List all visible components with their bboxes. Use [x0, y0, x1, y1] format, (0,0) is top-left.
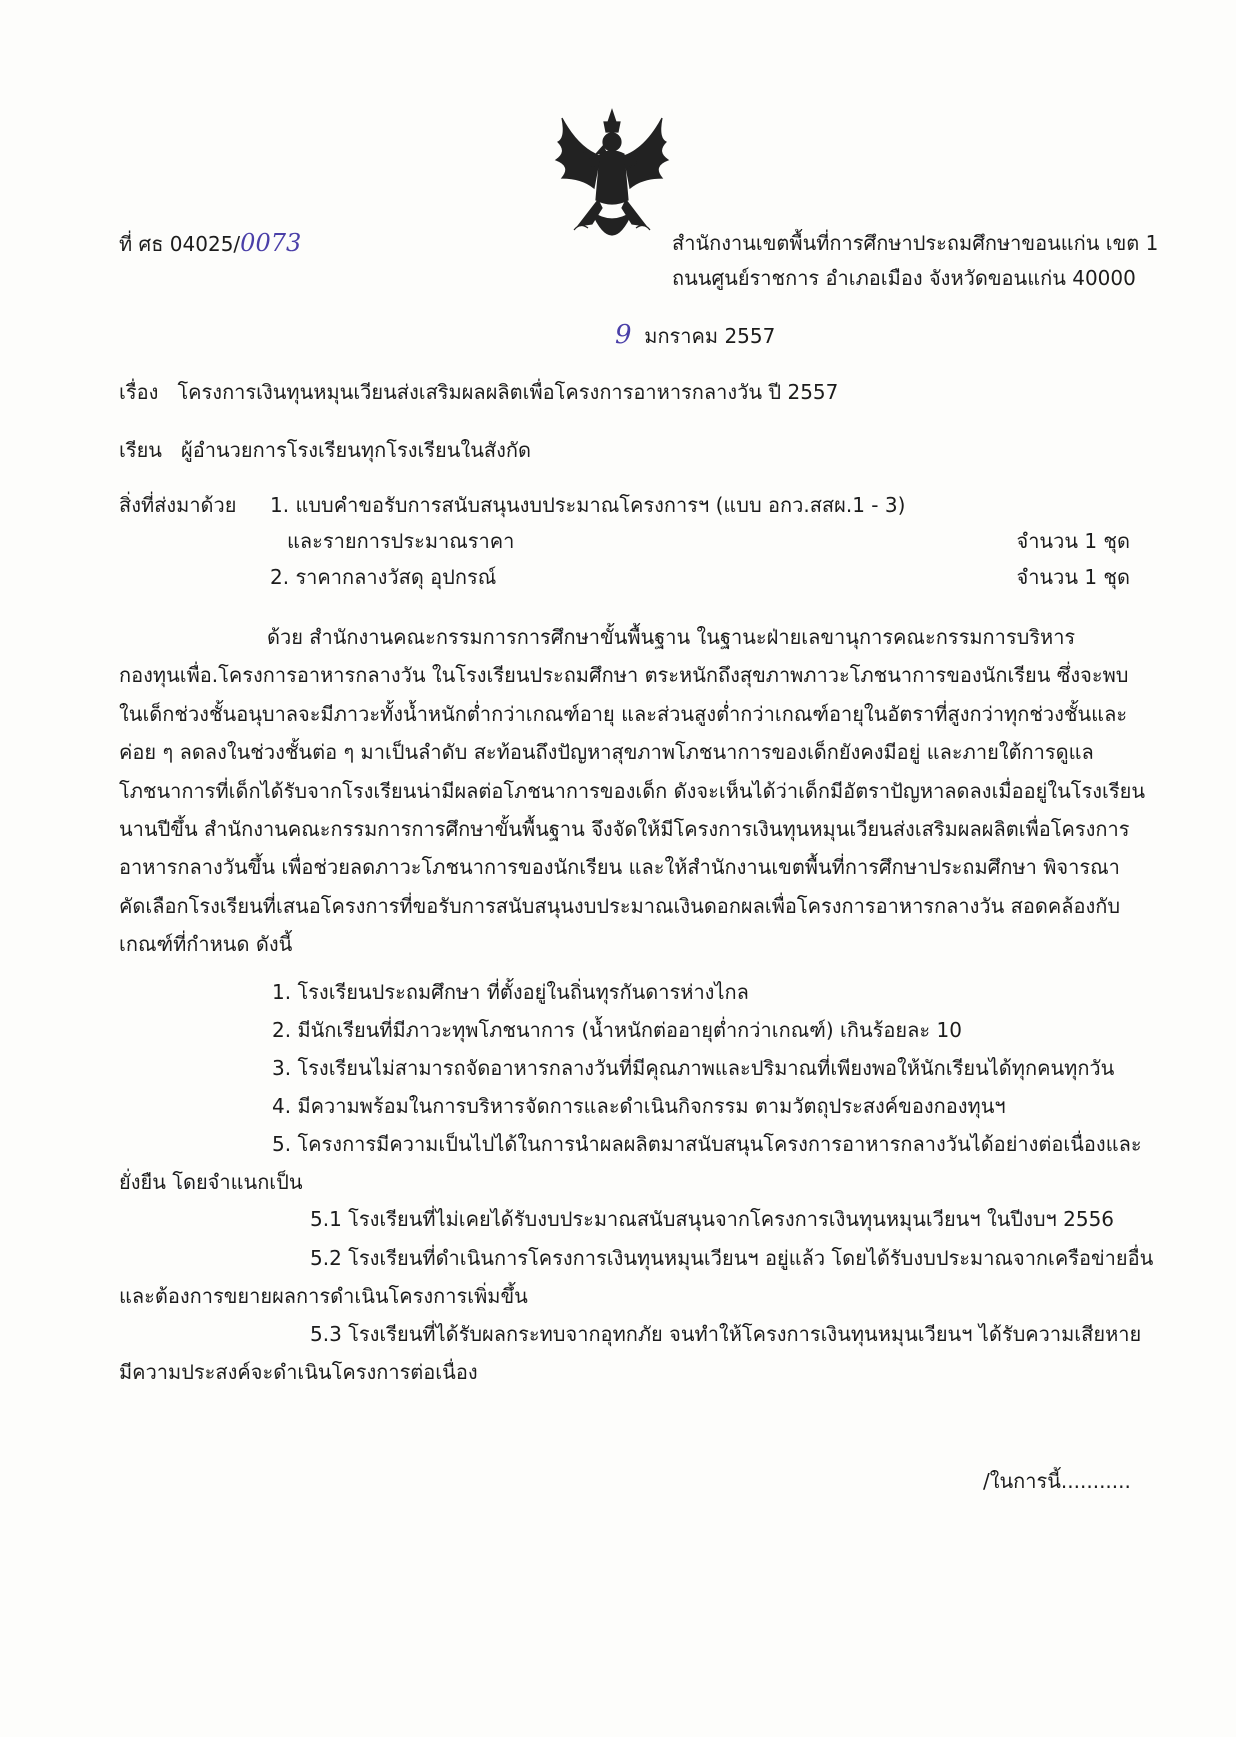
date-day-handwritten: 9	[615, 320, 632, 350]
sub-criteria-5-3: 5.3 โรงเรียนที่ได้รับผลกระทบจากอุทกภัย จนทำให้โครงการเงินทุนหมุนเวียนฯ ได้รับความเสียหาย	[310, 1322, 1142, 1346]
paragraph-line: คัดเลือกโรงเรียนที่เสนอโครงการที่ขอรับการสนับสนุนงบประมาณเงินดอกผลเพื่อโครงการอาหารกลางวัน สอดคล้องกับ	[119, 893, 1121, 918]
office-name: สำนักงานเขตพื้นที่การศึกษาประถมศึกษาขอนแก่น เขต 1	[672, 231, 1159, 255]
enclosure-item-1-line2: และรายการประมาณราคา	[287, 529, 515, 553]
paragraph-line: กองทุนเพื่อ.โครงการอาหารกลางวัน ในโรงเรียนประถมศึกษา ตระหนักถึงสุขภาพภาวะโภชนาการของนักเรียน ซึ่งจะพบ	[119, 663, 1129, 688]
sub-criteria-5-2: 5.2 โรงเรียนที่ดำเนินการโครงการเงินทุนหมุนเวียนฯ อยู่แล้ว โดยได้รับงบประมาณจากเครือข่ายอื่น	[310, 1246, 1154, 1270]
paragraph-line: นานปีขึ้น สำนักงานคณะกรรมการการศึกษาขั้นพื้นฐาน จึงจัดให้มีโครงการเงินทุนหมุนเวียนส่งเสริมผลผลิตเพื่อโครงการ	[119, 817, 1130, 842]
paragraph-line: ค่อย ๆ ลดลงในช่วงชั้นต่อ ๆ มาเป็นลำดับ สะท้อนถึงปัญหาสุขภาพโภชนาการของเด็กยังคงมีอยู่ และภายใต้การดูแล	[119, 740, 1094, 765]
enclosures-label: สิ่งที่ส่งมาด้วย	[119, 493, 237, 517]
paragraph-line: ด้วย สำนักงานคณะกรรมการการศึกษาขั้นพื้นฐาน ในฐานะฝ่ายเลขานุการคณะกรรมการบริหาร	[267, 625, 1076, 649]
criteria-item-4: 4. มีความพร้อมในการบริหารจัดการและดำเนินกิจกรรม ตามวัตถุประสงค์ของกองทุนฯ	[272, 1094, 1006, 1118]
enclosure-item-1-qty: จำนวน 1 ชุด	[1016, 529, 1130, 553]
recipient-text: ผู้อำนวยการโรงเรียนทุกโรงเรียนในสังกัด	[181, 438, 531, 462]
sub-criteria-5-1: 5.1 โรงเรียนที่ไม่เคยได้รับงบประมาณสนับสนุนจากโครงการเงินทุนหมุนเวียนฯ ในปีงบฯ 2556	[310, 1207, 1115, 1231]
ref-number	[119, 229, 301, 258]
paragraph-line: เกณฑ์ที่กำหนด ดังนี้	[119, 932, 293, 957]
criteria-item-5-cont: ยั่งยืน โดยจำแนกเป็น	[119, 1170, 303, 1194]
office-address: ถนนศูนย์ราชการ อำเภอเมือง จังหวัดขอนแก่น 40000	[672, 266, 1136, 290]
ref-number-handwritten: 0073	[240, 229, 302, 257]
ref-prefix: ที่ ศธ 04025/	[119, 232, 241, 256]
recipient-row	[119, 436, 531, 464]
subject-row	[119, 378, 838, 406]
sub-criteria-5-2-cont: และต้องการขยายผลการดำเนินโครงการเพิ่มขึ้น	[119, 1284, 528, 1308]
subject-text: โครงการเงินทุนหมุนเวียนส่งเสริมผลผลิตเพื่อโครงการอาหารกลางวัน ปี 2557	[177, 380, 839, 404]
paragraph-line: โภชนาการที่เด็กได้รับจากโรงเรียนน่ามีผลต่อโภชนาการของเด็ก ดังจะเห็นได้ว่าเด็กมีอัตราปัญหาลดลงเมื่ออยู่ในโรงเรียน	[119, 778, 1145, 803]
body-paragraph	[119, 618, 1145, 964]
criteria-item-5: 5. โครงการมีความเป็นไปได้ในการนำผลผลิตมาสนับสนุนโครงการอาหารกลางวันได้อย่างต่อเนื่องและ	[272, 1132, 1142, 1156]
continuation-text: /ในการนี้...........	[983, 1469, 1131, 1493]
garuda-emblem-icon	[548, 108, 676, 258]
sub-criteria-5-3-cont: มีความประสงค์จะดำเนินโครงการต่อเนื่อง	[119, 1360, 478, 1384]
enclosure-item-2-qty: จำนวน 1 ชุด	[1016, 565, 1130, 589]
paragraph-line: อาหารกลางวันขึ้น เพื่อช่วยลดภาวะโภชนาการของนักเรียน และให้สำนักงานเขตพื้นที่การศึกษาประถมศึกษา พิจารณา	[119, 855, 1120, 880]
enclosure-item-2-line1: 2. ราคากลางวัสดุ อุปกรณ์	[270, 565, 497, 589]
enclosure-item-1-line1: 1. แบบคำขอรับการสนับสนุนงบประมาณโครงการฯ (แบบ อกว.สสผ.1 - 3)	[270, 493, 906, 517]
criteria-item-2: 2. มีนักเรียนที่มีภาวะทุพโภชนาการ (น้ำหนักต่ออายุต่ำกว่าเกณฑ์) เกินร้อยละ 10	[272, 1018, 962, 1042]
recipient-label: เรียน	[119, 438, 162, 462]
subject-label: เรื่อง	[119, 380, 159, 404]
letter-date	[615, 321, 775, 350]
criteria-item-3: 3. โรงเรียนไม่สามารถจัดอาหารกลางวันที่มีคุณภาพและปริมาณที่เพียงพอให้นักเรียนได้ทุกคนทุกวัน	[272, 1056, 1115, 1080]
criteria-item-1: 1. โรงเรียนประถมศึกษา ที่ตั้งอยู่ในถิ่นทุรกันดารห่างไกล	[272, 980, 749, 1004]
paragraph-line: ในเด็กช่วงชั้นอนุบาลจะมีภาวะทั้งน้ำหนักต่ำกว่าเกณฑ์อายุ และส่วนสูงต่ำกว่าเกณฑ์อายุในอัตราที่สูงกว่าทุกช่วงชั้นและ	[119, 701, 1128, 726]
date-month-year: มกราคม 2557	[644, 324, 776, 348]
